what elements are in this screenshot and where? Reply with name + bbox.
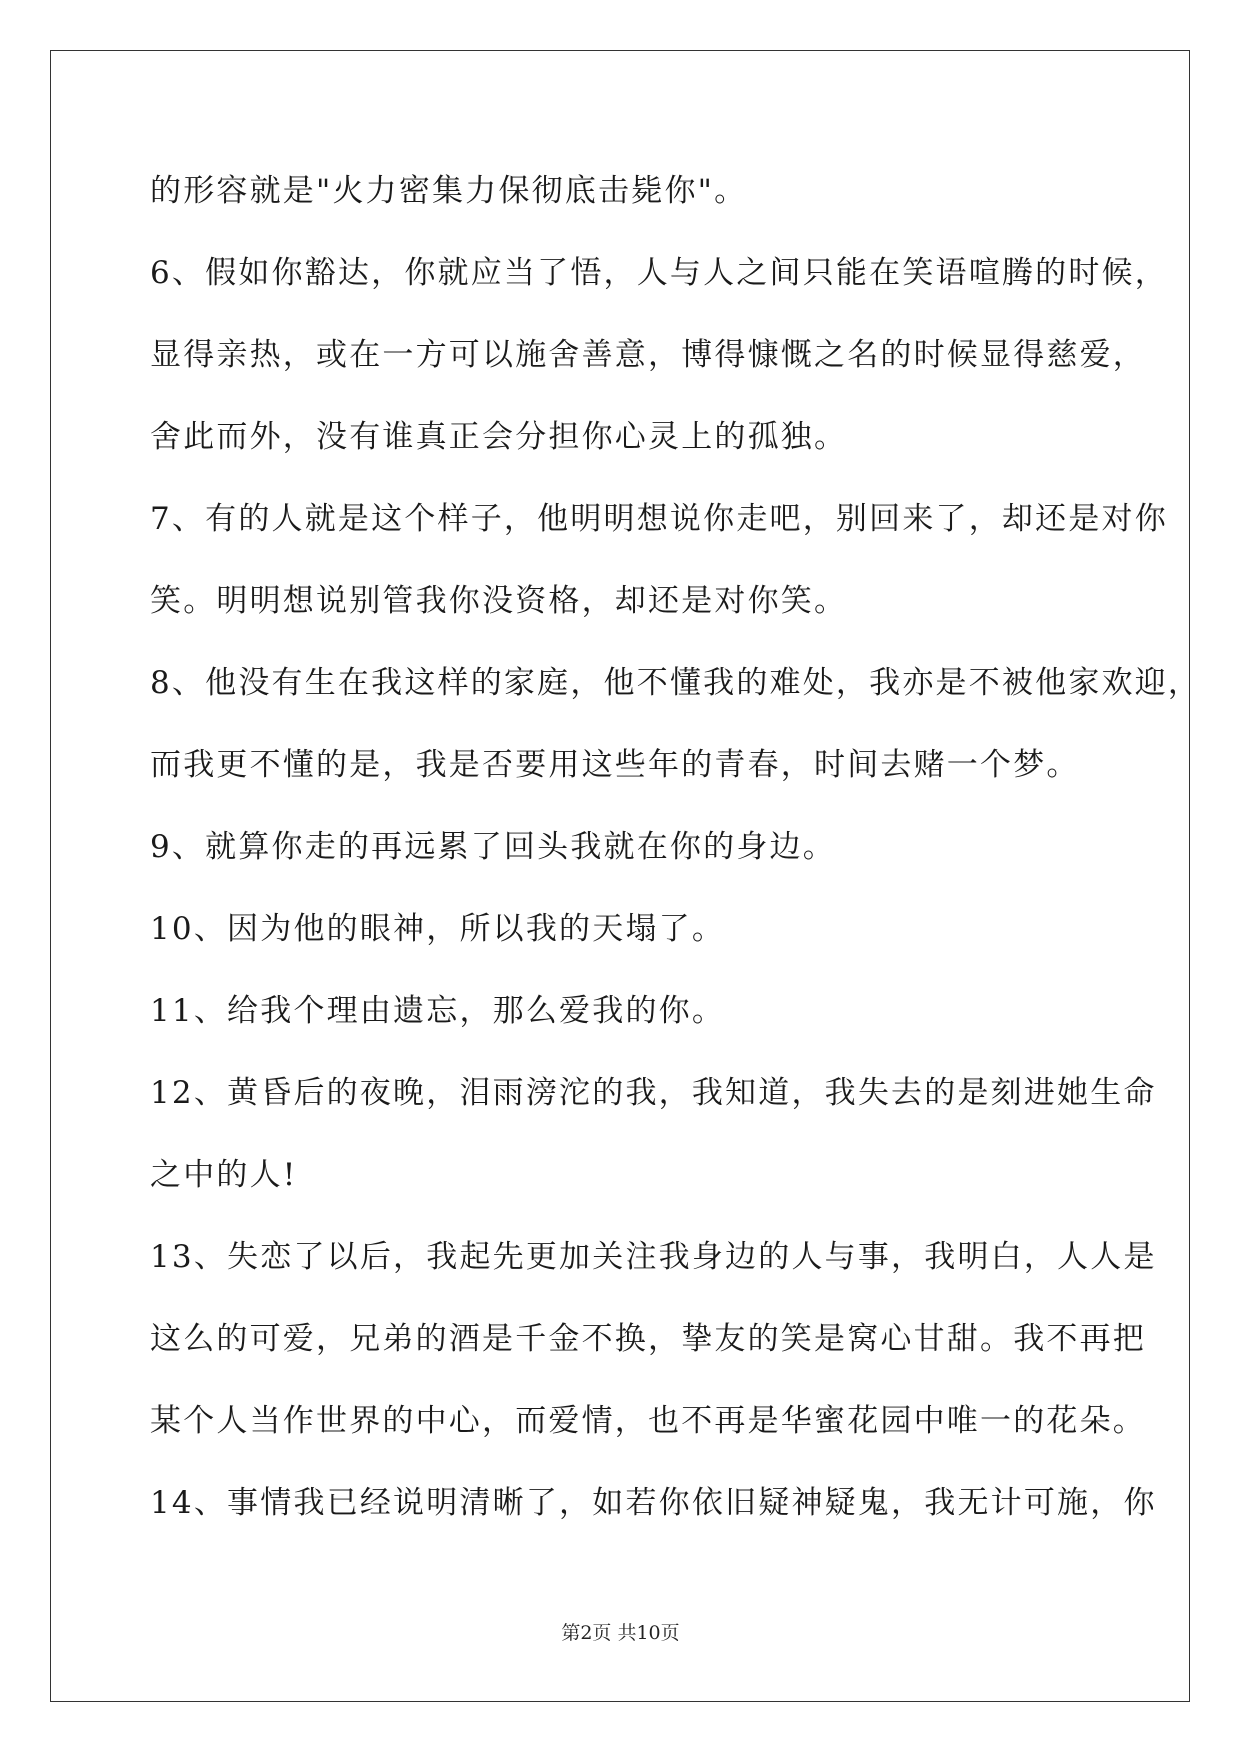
text-line: 之中的人! (150, 1157, 298, 1193)
text-line: 14、事情我已经说明清晰了，如若你依旧疑神疑鬼，我无计可施，你 (150, 1485, 1157, 1521)
text-line: 某个人当作世界的中心，而爱情，也不再是华蜜花园中唯一的花朵。 (150, 1403, 1146, 1439)
text-line: 8、他没有生在我这样的家庭，他不懂我的难处，我亦是不被他家欢迎， (150, 665, 1202, 701)
text-line: 显得亲热，或在一方可以施舍善意，博得慷慨之名的时候显得慈爱， (150, 337, 1146, 373)
text-line: 6、假如你豁达，你就应当了悟，人与人之间只能在笑语喧腾的时候， (150, 255, 1168, 291)
text-line: 的形容就是"火力密集力保彻底击毙你"。 (150, 173, 748, 209)
document-body (150, 150, 1202, 1544)
text-line: 这么的可爱，兄弟的酒是千金不换，挚友的笑是窝心甘甜。我不再把 (150, 1321, 1146, 1357)
text-line: 9、就算你走的再远累了回头我就在你的身边。 (150, 829, 836, 865)
text-line: 11、给我个理由遗忘，那么爱我的你。 (150, 993, 726, 1029)
page-number-footer: 第2页 共10页 (561, 1622, 680, 1644)
text-line: 12、黄昏后的夜晚，泪雨滂沱的我，我知道，我失去的是刻进她生命 (150, 1075, 1157, 1111)
text-line: 7、有的人就是这个样子，他明明想说你走吧，别回来了，却还是对你 (150, 501, 1168, 537)
text-line: 13、失恋了以后，我起先更加关注我身边的人与事，我明白，人人是 (150, 1239, 1157, 1275)
text-line: 舍此而外，没有谁真正会分担你心灵上的孤独。 (150, 419, 848, 455)
text-line: 10、因为他的眼神，所以我的天塌了。 (150, 911, 726, 947)
text-line: 笑。明明想说别管我你没资格，却还是对你笑。 (150, 583, 848, 619)
text-line: 而我更不懂的是，我是否要用这些年的青春，时间去赌一个梦。 (150, 747, 1080, 783)
